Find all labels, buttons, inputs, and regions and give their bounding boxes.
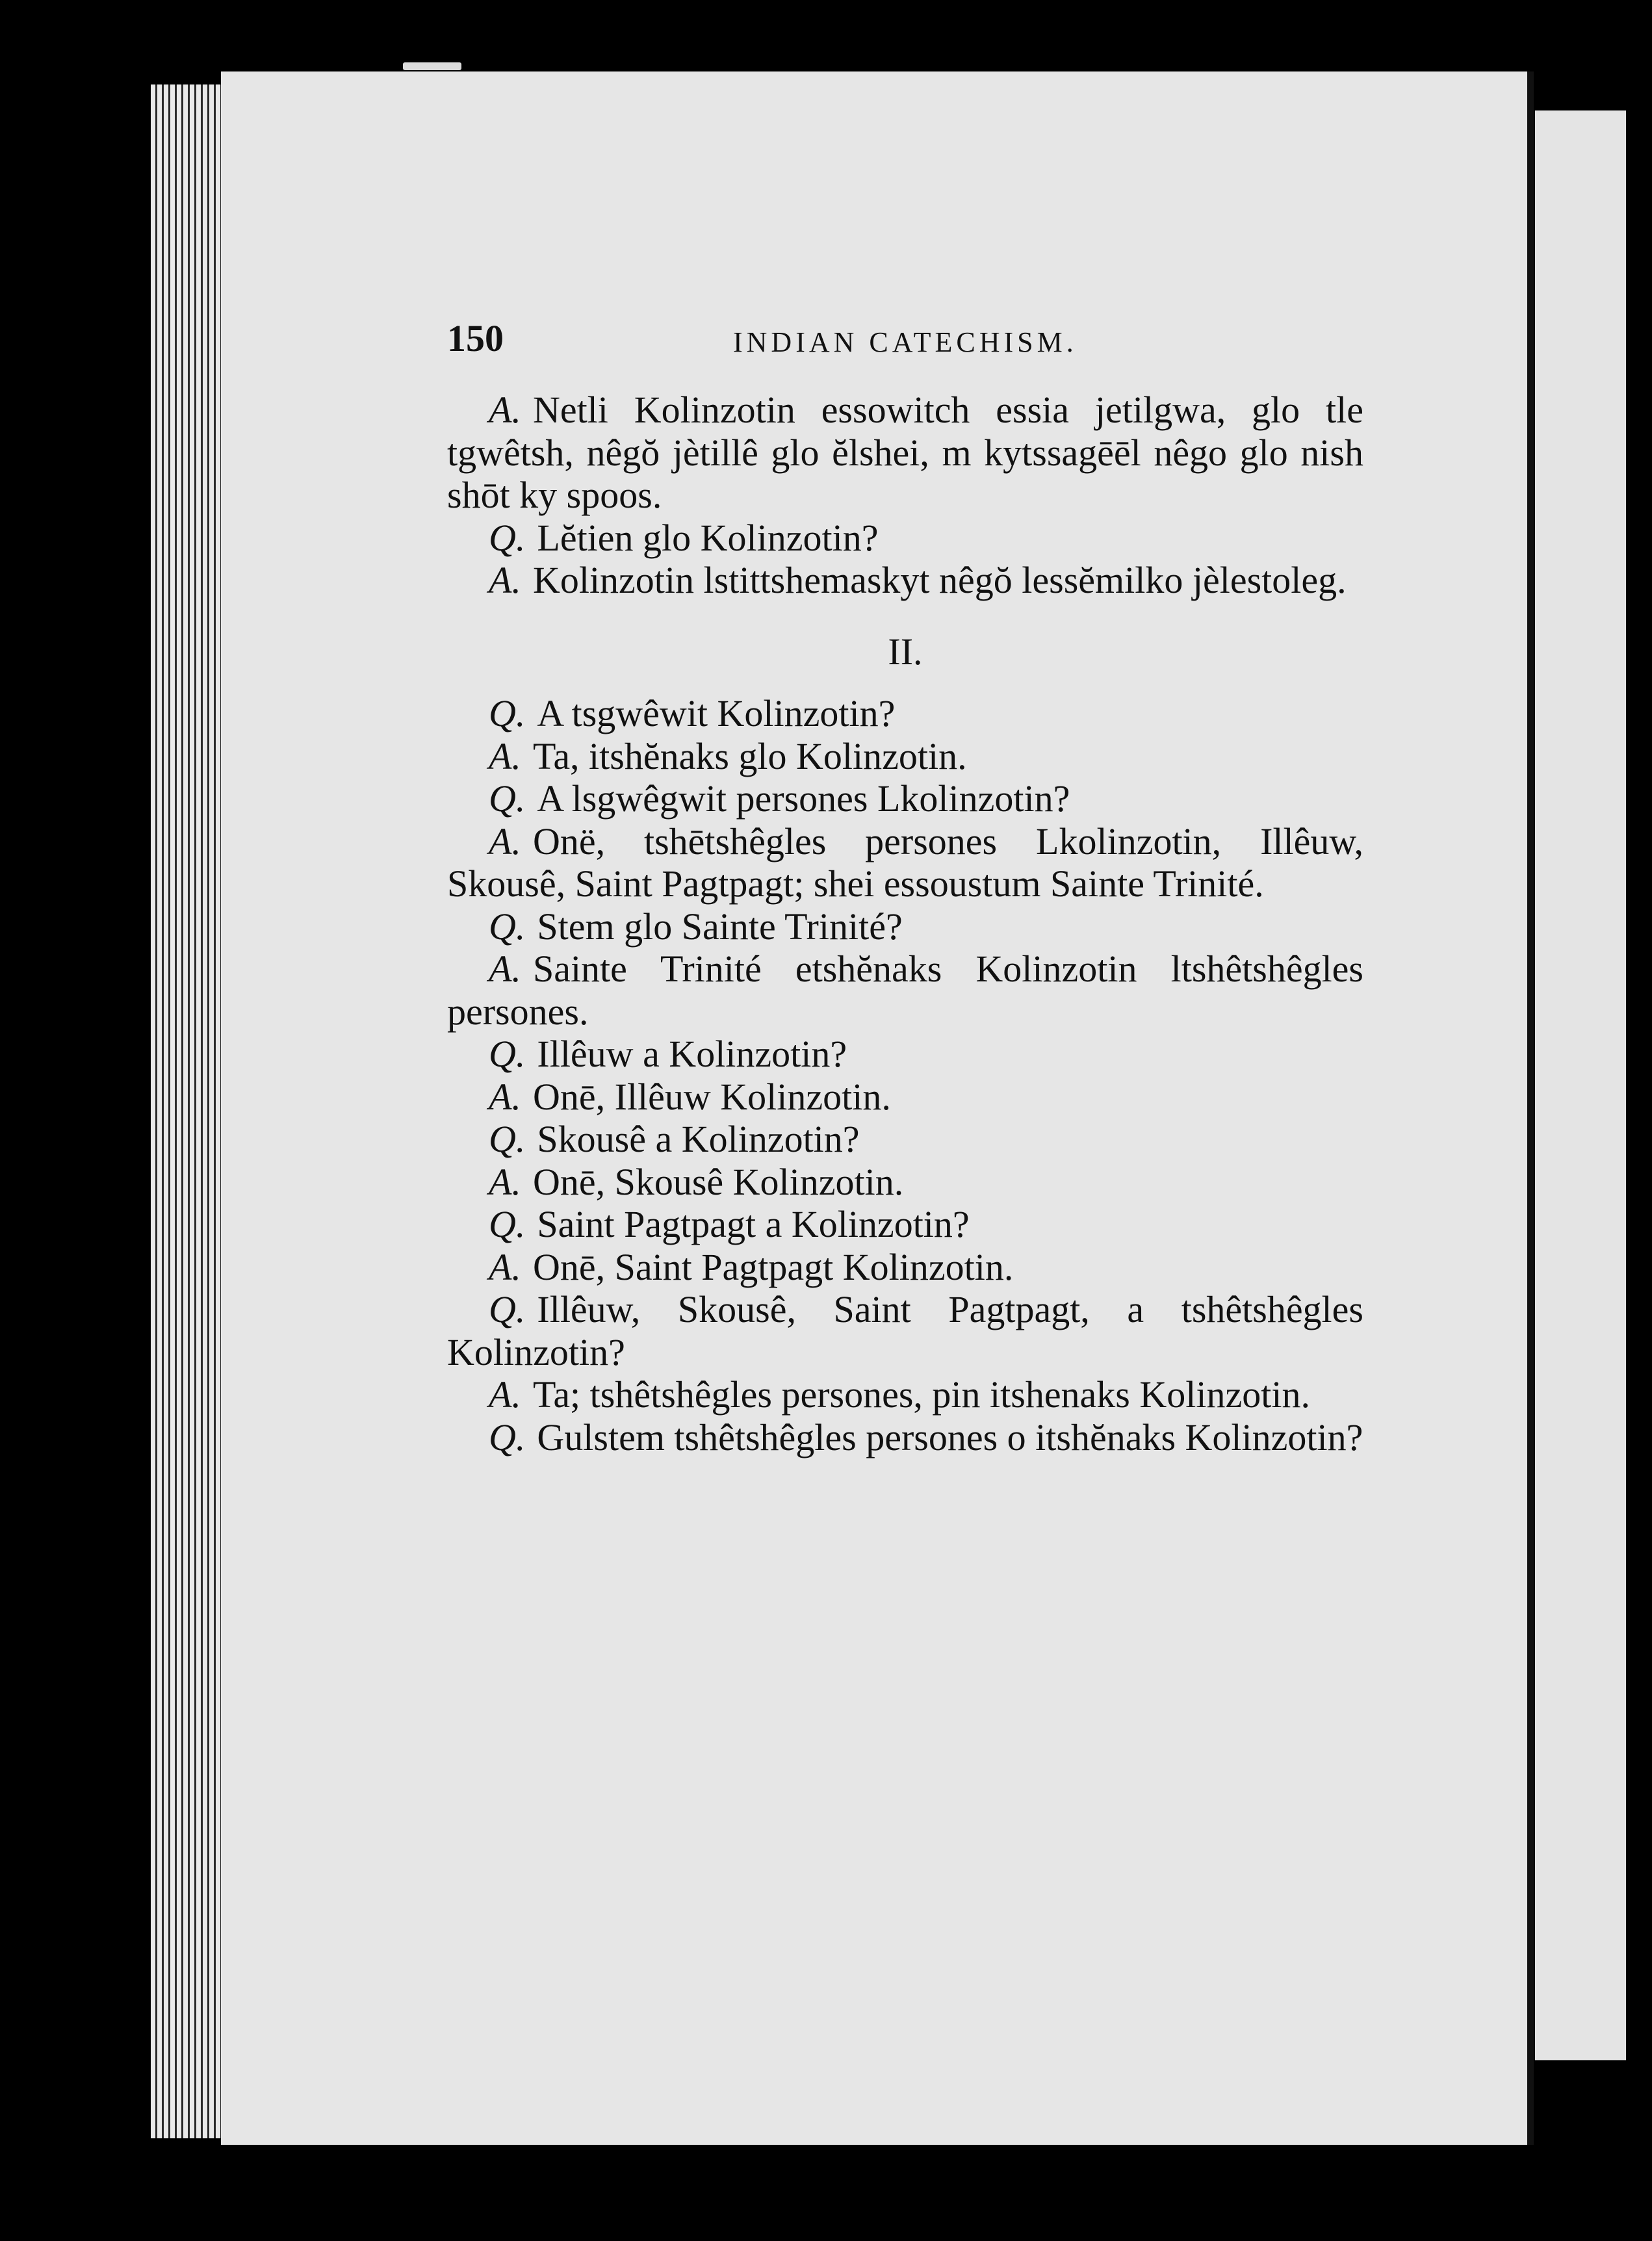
qa-paragraph — [447, 1246, 1363, 1289]
qa-label: A. — [489, 1160, 521, 1203]
qa-paragraph — [447, 1076, 1363, 1119]
qa-paragraph — [447, 692, 1363, 735]
qa-text: Onē, Skousê Kolinzotin. — [532, 1160, 904, 1203]
qa-text: Netli Kolinzotin essowitch essia jetilgwa, glo tle tgwêtsh, nêgŏ jètillê glo ĕlshei, m kytssagēēl nêgo glo nish shōt ky spoos. — [447, 389, 1363, 516]
running-head: INDIAN CATECHISM. — [733, 326, 1078, 358]
qa-text: Onē, Saint Pagtpagt Kolinzotin. — [532, 1245, 1014, 1288]
book-block-edge — [151, 84, 222, 2138]
qa-paragraph — [447, 735, 1363, 778]
qa-label: A. — [489, 820, 521, 862]
facing-page-edge — [1535, 110, 1626, 2060]
qa-text: Onë, tshētshêgles persones Lkolinzotin, Illêuw, Skousê, Saint Pagtpagt; shei essoustum Sainte Trinité. — [447, 820, 1363, 905]
qa-text: A lsgwêgwit persones Lkolinzotin? — [537, 777, 1070, 820]
qa-label: A. — [489, 1075, 521, 1118]
qa-label: Q. — [489, 1288, 526, 1330]
qa-label: Q. — [489, 1118, 526, 1160]
qa-label: Q. — [489, 777, 526, 820]
qa-paragraph — [447, 1373, 1363, 1416]
qa-paragraph — [447, 948, 1363, 1033]
qa-text: Sainte Trinité etshĕnaks Kolinzotin ltshêtshêgles persones. — [447, 948, 1363, 1033]
qa-paragraph — [447, 1033, 1363, 1076]
qa-label: A. — [489, 1245, 521, 1288]
qa-text: A tsgwêwit Kolinzotin? — [537, 692, 896, 734]
qa-paragraph — [447, 1288, 1363, 1373]
qa-text: Stem glo Sainte Trinité? — [537, 905, 903, 948]
qa-text: Gulstem tshêtshêgles persones o itshĕnaks Kolinzotin? — [537, 1416, 1363, 1458]
qa-label: Q. — [489, 516, 526, 559]
qa-label: A. — [489, 559, 521, 601]
qa-label: Q. — [489, 1203, 526, 1245]
qa-paragraph — [447, 1416, 1363, 1459]
qa-label: Q. — [489, 1033, 526, 1075]
page-number: 150 — [447, 317, 504, 359]
qa-label: Q. — [489, 905, 526, 948]
qa-text: Onē, Illêuw Kolinzotin. — [532, 1075, 891, 1118]
qa-paragraph — [447, 1118, 1363, 1161]
qa-paragraph — [447, 517, 1363, 560]
page-content — [447, 317, 1363, 1458]
qa-text: Illêuw, Skousê, Saint Pagtpagt, a tshêtshêgles Kolinzotin? — [447, 1288, 1363, 1373]
qa-paragraph — [447, 777, 1363, 820]
qa-text: Illêuw a Kolinzotin? — [537, 1033, 847, 1075]
qa-paragraph — [447, 820, 1363, 905]
qa-label: Q. — [489, 1416, 526, 1458]
section-heading: II. — [888, 630, 923, 673]
section-2 — [447, 692, 1363, 1458]
qa-label: A. — [489, 948, 521, 990]
qa-paragraph — [447, 905, 1363, 948]
section-1 — [447, 389, 1363, 602]
qa-text: Saint Pagtpagt a Kolinzotin? — [537, 1203, 970, 1245]
qa-text: Lĕtien glo Kolinzotin? — [537, 516, 879, 559]
qa-text: Ta; tshêtshêgles persones, pin itshenaks Kolinzotin. — [532, 1373, 1310, 1416]
qa-text: Ta, itshĕnaks glo Kolinzotin. — [532, 734, 967, 777]
qa-paragraph — [447, 389, 1363, 517]
qa-paragraph — [447, 1161, 1363, 1204]
qa-paragraph — [447, 1203, 1363, 1246]
page-header — [447, 317, 1363, 389]
page-notch — [403, 62, 461, 70]
qa-label: A. — [489, 389, 521, 431]
qa-label: Q. — [489, 692, 526, 734]
qa-paragraph — [447, 559, 1363, 602]
qa-label: A. — [489, 734, 521, 777]
qa-text: Skousê a Kolinzotin? — [537, 1118, 860, 1160]
qa-label: A. — [489, 1373, 521, 1416]
qa-text: Kolinzotin lstittshemaskyt nêgŏ lessĕmilko jèlestoleg. — [532, 559, 1347, 601]
